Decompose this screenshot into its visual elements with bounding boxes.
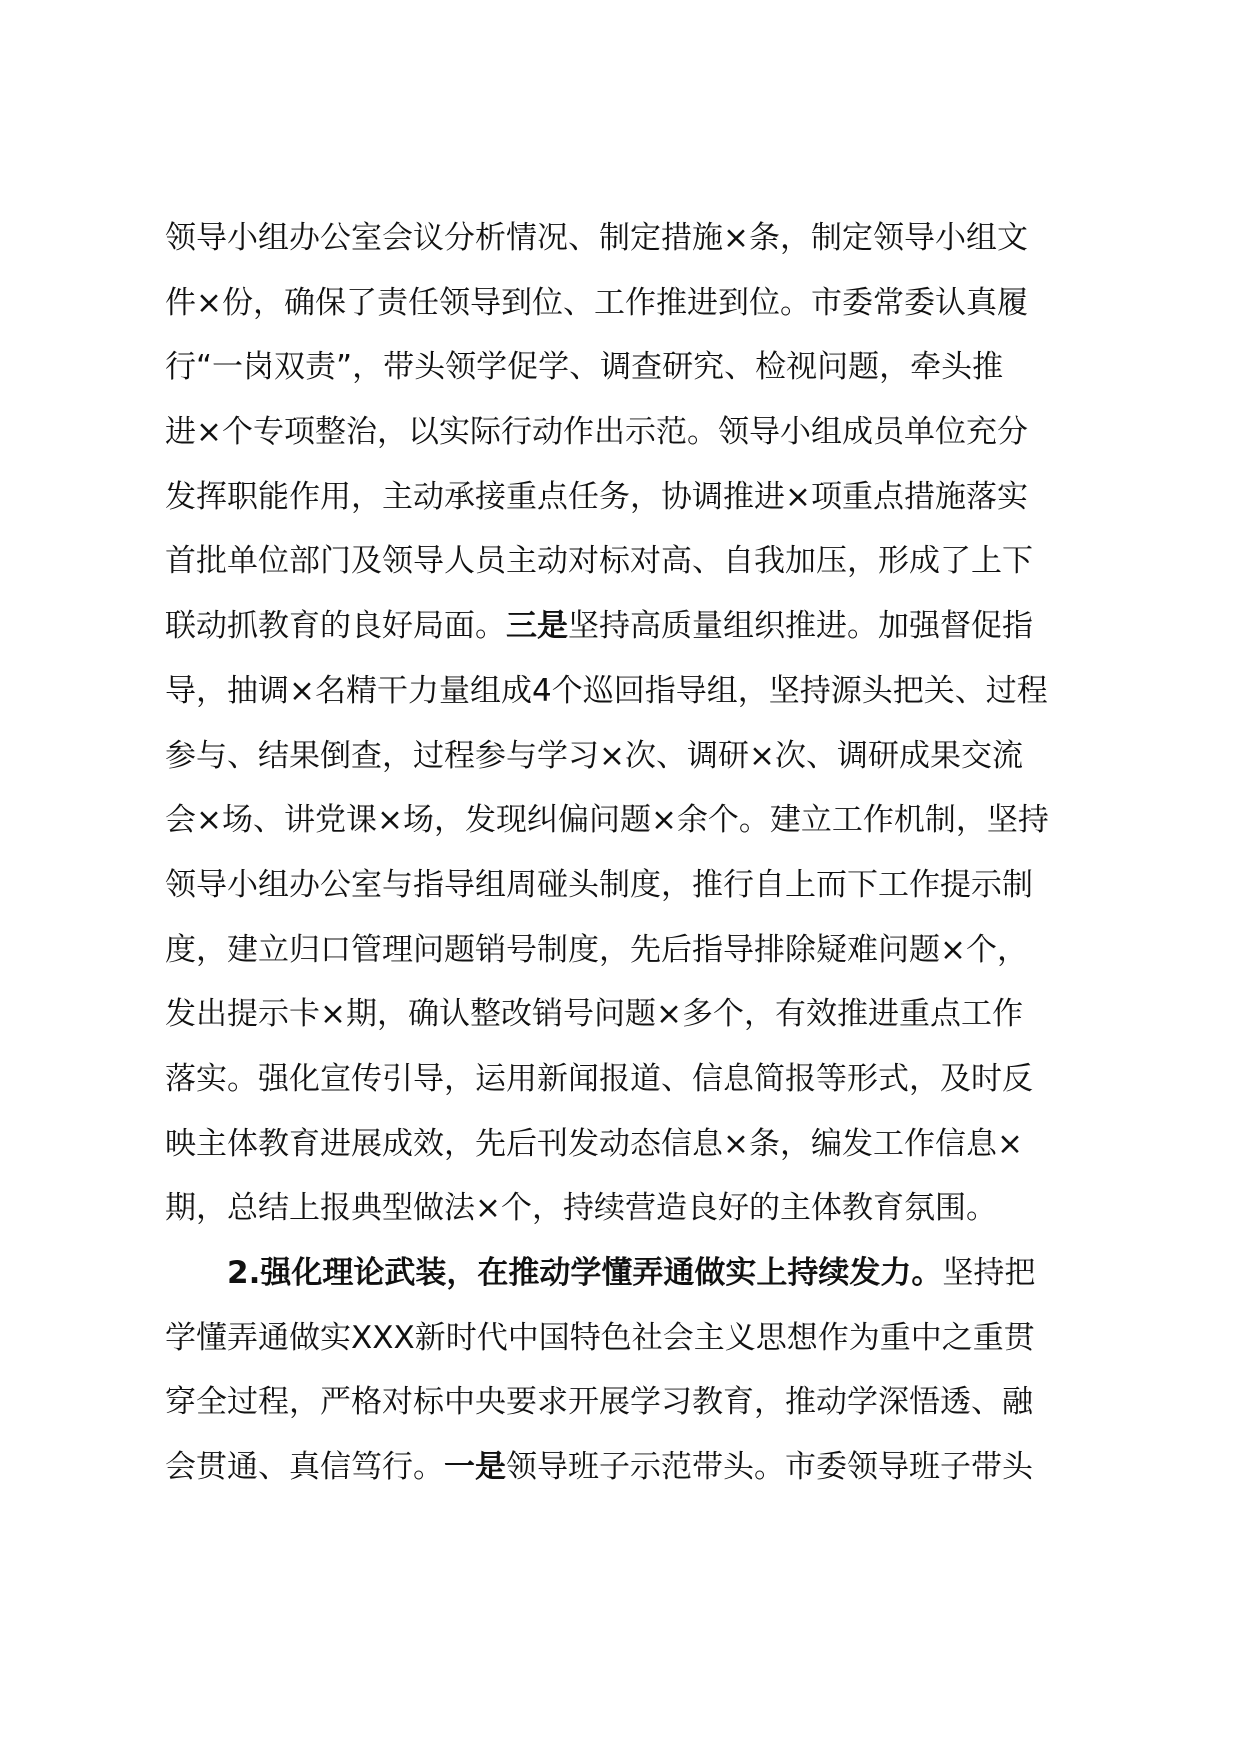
body-text-segment: 映主体教育进展成效，先后刊发动态信息×条，编发工作信息×	[165, 1125, 1023, 1162]
bold-text: 一是	[444, 1449, 506, 1486]
text-line	[165, 335, 1105, 400]
body-text-segment: 坚持高质量组织推进。加强督促指	[568, 608, 1033, 645]
body-text-segment: 参与、结果倒查，过程参与学习×次、调研×次、调研成果交流	[165, 737, 1023, 774]
body-text-segment: 联动抓教育的良好局面。	[165, 608, 506, 645]
text-line	[165, 724, 1105, 789]
text-line	[165, 1047, 1105, 1112]
body-text-segment: 件×份，确保了责任领导到位、工作推进到位。市委常委认真履	[165, 284, 1028, 321]
body-text-segment: 落实。强化宣传引导，运用新闻报道、信息简报等形式，及时反	[165, 1060, 1033, 1097]
text-line	[165, 529, 1105, 594]
body-text-segment: 学懂弄通做实XXX新时代中国特色社会主义思想作为重中之重贯	[165, 1319, 1035, 1356]
text-line	[165, 1306, 1105, 1371]
text-line	[165, 982, 1105, 1047]
text-line	[165, 1370, 1105, 1435]
body-text-segment: 领导小组办公室与指导组周碰头制度，推行自上而下工作提示制	[165, 866, 1033, 903]
body-text	[165, 206, 1105, 1500]
text-line	[165, 918, 1105, 983]
text-line	[165, 271, 1105, 336]
body-text-segment: 坚持把	[942, 1255, 1036, 1291]
text-line	[165, 206, 1105, 271]
body-text-segment: 穿全过程，严格对标中央要求开展学习教育，推动学深悟透、融	[165, 1384, 1033, 1421]
text-line	[165, 465, 1105, 530]
text-line	[165, 853, 1105, 918]
text-line	[165, 659, 1105, 724]
body-text-segment: 领导小组办公室会议分析情况、制定措施×条，制定领导小组文	[165, 220, 1028, 256]
body-text-segment: 会贯通、真信笃行。	[165, 1449, 444, 1486]
text-line	[165, 594, 1105, 659]
bold-text: 三是	[506, 608, 568, 645]
text-line	[165, 1435, 1105, 1500]
body-text-segment: 发挥职能作用，主动承接重点任务，协调推进×项重点措施落实	[165, 478, 1028, 515]
body-text-segment: 进×个专项整治，以实际行动作出示范。领导小组成员单位充分	[165, 414, 1028, 451]
text-line	[165, 788, 1105, 853]
body-text-segment: 首批单位部门及领导人员主动对标对高、自我加压，形成了上下	[165, 543, 1033, 580]
body-text-segment: 行“一岗双责”，带头领学促学、调查研究、检视问题，牵头推	[165, 349, 1004, 386]
text-line	[165, 1112, 1105, 1177]
body-text-segment: 领导班子示范带头。市委领导班子带头	[506, 1449, 1033, 1486]
body-text-segment: 期，总结上报典型做法×个，持续营造良好的主体教育氛围。	[165, 1190, 997, 1227]
body-text-segment: 度，建立归口管理问题销号制度，先后指导排除疑难问题×个，	[165, 931, 1028, 968]
body-text-segment: 导，抽调×名精干力量组成4个巡回指导组，坚持源头把关、过程	[165, 672, 1048, 709]
text-line	[165, 1176, 1105, 1241]
body-text-segment: 发出提示卡×期，确认整改销号问题×多个，有效推进重点工作	[165, 996, 1023, 1033]
bold-text: 2.强化理论武装，在推动学懂弄通做实上持续发力。	[227, 1255, 943, 1291]
body-text-segment: 会×场、讲党课×场，发现纠偏问题×余个。建立工作机制，坚持	[165, 802, 1049, 839]
text-line	[165, 1241, 1105, 1306]
text-line	[165, 400, 1105, 465]
